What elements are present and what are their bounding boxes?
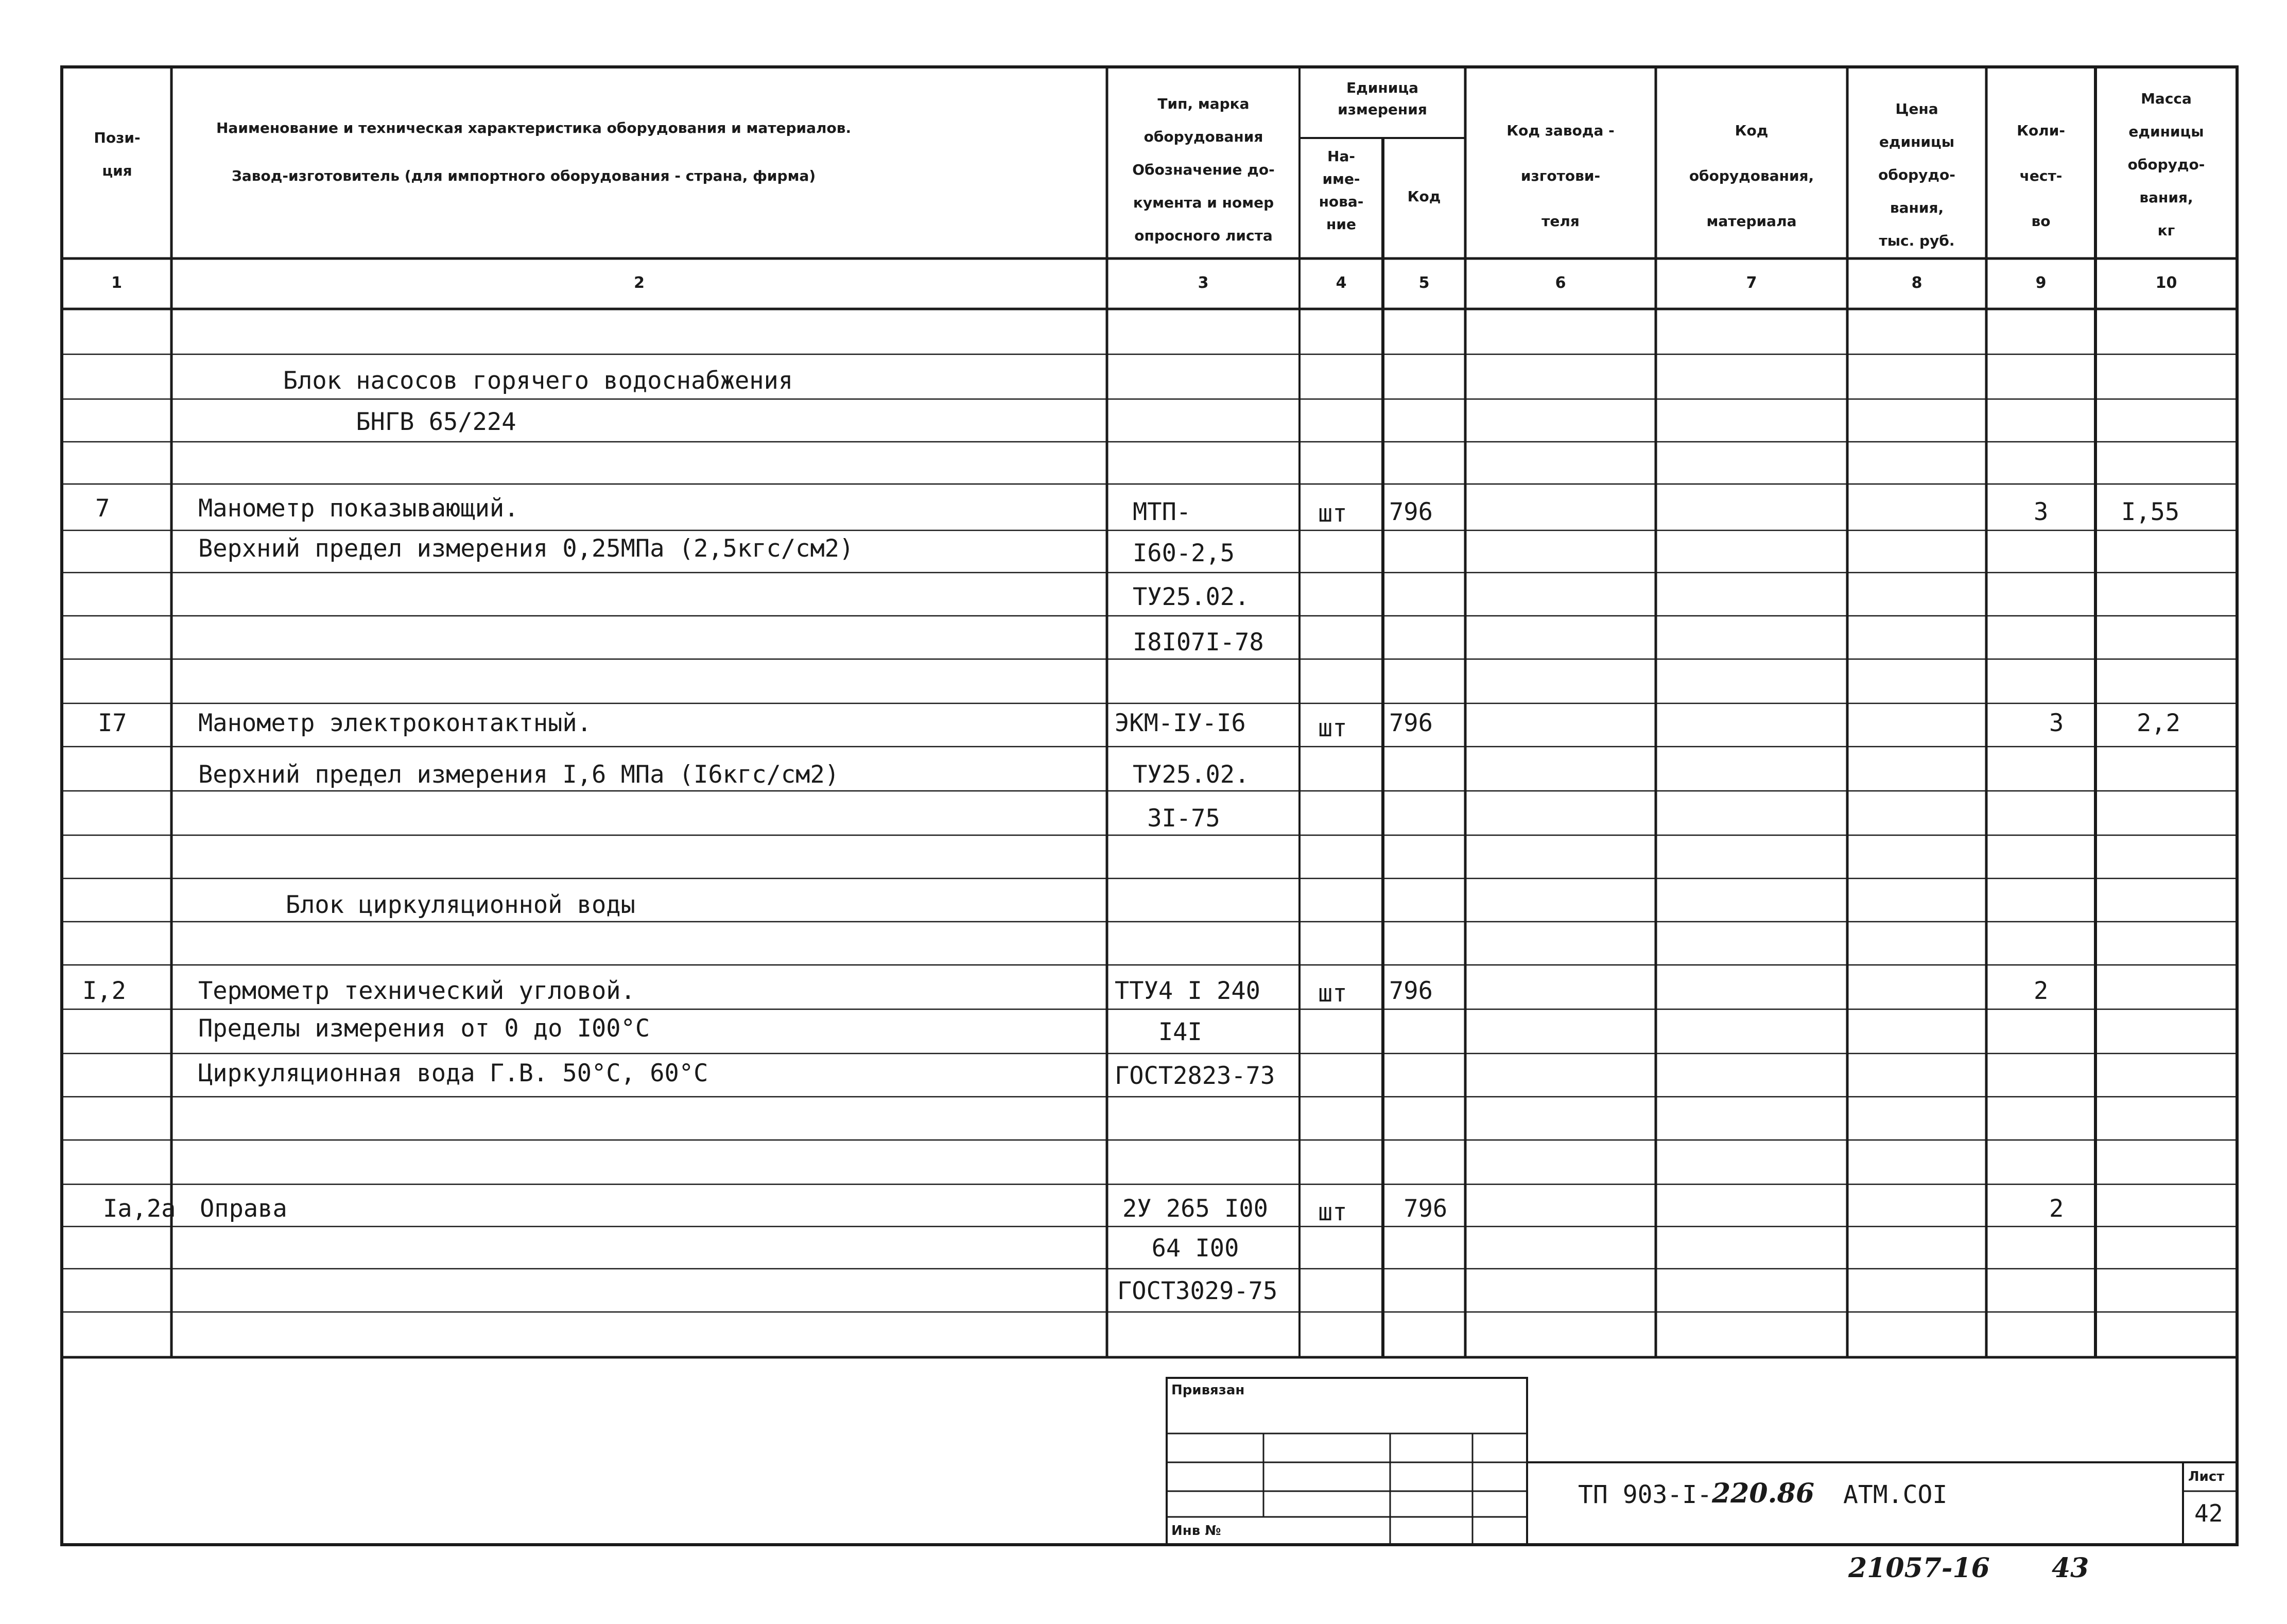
row-name: Пределы измерения от 0 до I00°С xyxy=(198,1014,650,1043)
row-type: ГОСТ3029-75 xyxy=(1117,1277,1278,1305)
row-unit-code: 796 xyxy=(1389,498,1433,526)
document-mark: АТМ.СОI xyxy=(1843,1480,1948,1509)
header-equipment-code: Код оборудования, материала xyxy=(1689,122,1814,230)
row-type: 64 I00 xyxy=(1122,1234,1239,1263)
column-number: 6 xyxy=(1555,274,1566,292)
row-unit-code: 796 xyxy=(1389,709,1433,737)
section-subtitle: БНГВ 65/224 xyxy=(196,408,516,436)
column-number: 2 xyxy=(634,274,645,292)
header-type: Тип, марка оборудования Обозначение до- кумента и номер опросного листа xyxy=(1132,95,1275,244)
header-name-line1: Наименование и техническая характеристика оборудования и материалов. xyxy=(216,119,852,136)
row-name: Манометр показывающий. xyxy=(198,494,519,523)
header-mass: Масса единицы оборудо- вания, кг xyxy=(2127,90,2205,239)
row-unit: шт xyxy=(1318,979,1347,1008)
header-plant-code: Код завода - изготови- теля xyxy=(1506,122,1615,230)
row-position: 7 xyxy=(95,494,110,523)
header-quantity: Коли- чест- во xyxy=(2017,122,2065,230)
sheet-label: Лист xyxy=(2188,1469,2225,1484)
row-unit: шт xyxy=(1318,499,1347,528)
handwritten-page: 43 xyxy=(2052,1552,2089,1584)
row-position: Iа,2а xyxy=(103,1195,176,1223)
row-type: ТТУ4 I 240 xyxy=(1115,977,1260,1005)
section-title: Блок насосов горячего водоснабжения xyxy=(196,367,793,395)
row-quantity: 2 xyxy=(2034,977,2049,1005)
column-number: 9 xyxy=(2035,274,2047,292)
row-mass: 2,2 xyxy=(2137,709,2180,737)
row-unit: шт xyxy=(1318,714,1347,742)
row-position: I,2 xyxy=(82,977,126,1005)
row-name: Верхний предел измерения I,6 МПа (I6кгс/см2) xyxy=(198,761,840,789)
row-position: I7 xyxy=(98,709,127,737)
column-number: 1 xyxy=(111,274,122,292)
row-name: Манометр электроконтактный. xyxy=(198,709,592,737)
column-number: 10 xyxy=(2155,274,2177,292)
privyazan-label: Привязан xyxy=(1171,1383,1245,1398)
row-type: ЭКМ-IУ-I6 xyxy=(1115,709,1246,737)
row-type: I8I07I-78 xyxy=(1133,628,1264,656)
row-type: I60-2,5 xyxy=(1133,539,1235,567)
sheet-number: 42 xyxy=(2194,1499,2223,1527)
row-type: МТП- xyxy=(1133,498,1191,526)
column-number: 7 xyxy=(1746,274,1757,292)
header-position: Пози- ция xyxy=(94,129,141,179)
row-type: 2У 265 I00 xyxy=(1122,1195,1268,1223)
row-type: ГОСТ2823-73 xyxy=(1115,1062,1275,1090)
header-unit-name: На- име- нова- ние xyxy=(1319,148,1364,233)
handwritten-number: 21057-16 xyxy=(1848,1552,1990,1584)
row-name: Оправа xyxy=(200,1195,287,1223)
row-name: Циркуляционная вода Г.В. 50°С, 60°С xyxy=(198,1059,708,1087)
section-title: Блок циркуляционной воды xyxy=(198,891,635,919)
document-code: ТП 903-I- xyxy=(1578,1480,1712,1509)
row-type: ТУ25.02. xyxy=(1133,761,1250,789)
row-type: I4I xyxy=(1115,1018,1202,1046)
header-name-line2: Завод-изготовитель (для импортного оборудования - страна, фирма) xyxy=(232,167,816,184)
column-number: 4 xyxy=(1336,274,1347,292)
row-unit-code: 796 xyxy=(1389,1195,1448,1223)
row-unit-code: 796 xyxy=(1389,977,1433,1005)
document-code-handwritten: 220.86 xyxy=(1712,1478,1815,1509)
column-number: 5 xyxy=(1418,274,1430,292)
row-name: Термометр технический угловой. xyxy=(198,977,635,1005)
row-quantity: 3 xyxy=(2034,498,2049,526)
header-unit: Единица измерения xyxy=(1338,79,1427,118)
row-type: ТУ25.02. xyxy=(1133,583,1250,611)
row-quantity: 3 xyxy=(2049,709,2064,737)
row-mass: I,55 xyxy=(2121,498,2180,526)
column-number: 3 xyxy=(1198,274,1209,292)
inventory-number-label: Инв № xyxy=(1171,1523,1221,1539)
header-unit-code: Код xyxy=(1407,188,1441,205)
row-quantity: 2 xyxy=(2049,1195,2064,1223)
row-name: Верхний предел измерения 0,25МПа (2,5кгс/см2) xyxy=(198,534,854,563)
column-number: 8 xyxy=(1911,274,1922,292)
row-type: 3I-75 xyxy=(1133,804,1220,833)
header-price: Цена единицы оборудо- вания, тыс. руб. xyxy=(1878,100,1955,249)
row-unit: шт xyxy=(1318,1198,1347,1226)
